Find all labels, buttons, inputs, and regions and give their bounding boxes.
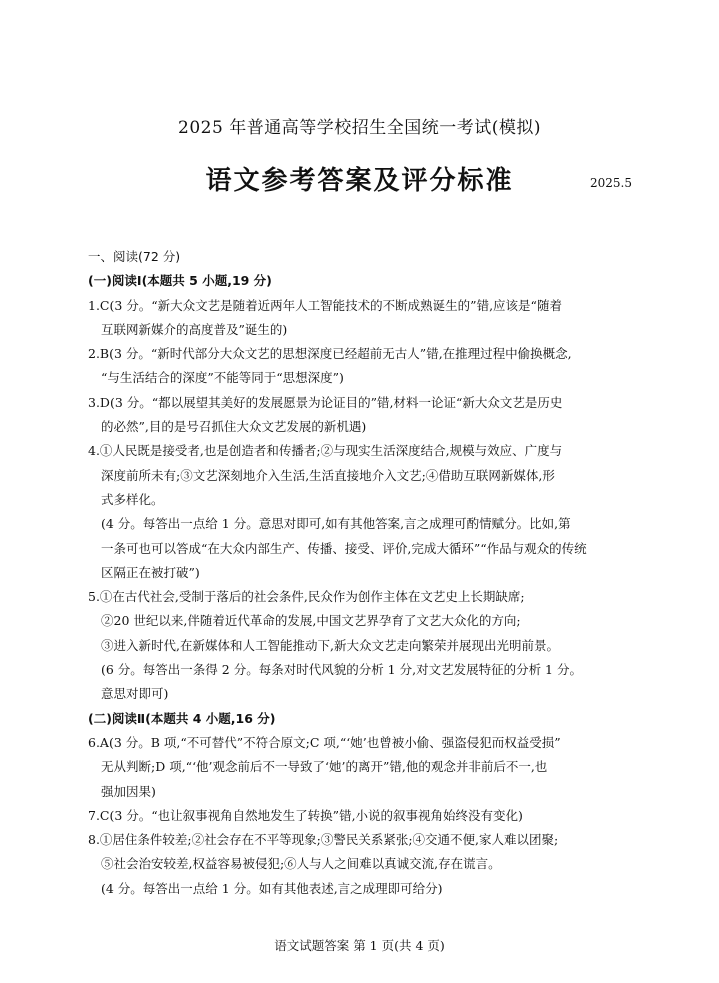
answer-line: 7.C(3 分。“也让叙事视角自然地发生了转换”错,小说的叙事视角始终没有变化)	[88, 807, 523, 823]
scoring-note: (6 分。每答出一条得 2 分。每条对时代风貌的分析 1 分,对文艺发展特征的分析 1 分。	[101, 662, 582, 678]
scoring-note: 意思对即可)	[101, 686, 169, 702]
answer-line: 互联网新媒介的高度普及”诞生的)	[101, 321, 288, 337]
scoring-note: 区隔正在被打破”)	[101, 564, 200, 580]
answer-line: 1.C(3 分。“新大众文艺是随着近两年人工智能技术的不断成熟诞生的”错,应该是“随着	[88, 297, 562, 313]
scoring-note: 一条可也可以答成“在大众内部生产、传播、接受、评价,完成大循环”“作品与观众的传统	[101, 540, 587, 556]
answer-line: 强加因果)	[101, 783, 156, 799]
answer-line: 4.①人民既是接受者,也是创造者和传播者;②与现实生活深度结合,规模与效应、广度与	[88, 443, 563, 459]
answer-line: ⑤社会治安较差,权益容易被侵犯;⑥人与人之间难以真诚交流,存在谎言。	[101, 856, 501, 872]
answer-line: 的必然”,目的是号召抓住大众文艺发展的新机遇)	[101, 419, 367, 435]
answer-line: 2.B(3 分。“新时代部分大众文艺的思想深度已经超前无古人”错,在推理过程中偷换概念,	[88, 346, 572, 362]
answer-line: 8.①居住条件较差;②社会存在不平等现象;③警民关系紧张;④交通不便,家人难以团聚;	[88, 832, 559, 848]
part2-title: (二)阅读Ⅱ(本题共 4 小题,16 分)	[88, 710, 276, 726]
document-date: 2025.5	[590, 176, 632, 190]
answer-line: 式多样化。	[101, 491, 164, 507]
answer-line: 3.D(3 分。“都以展望其美好的发展愿景为论证目的”错,材料一论证“新大众文艺是历史	[88, 394, 563, 410]
answer-line: 5.①在古代社会,受制于落后的社会条件,民众作为创作主体在文艺史上长期缺席;	[88, 589, 525, 605]
answer-line: “与生活结合的深度”不能等同于“思想深度”)	[101, 370, 344, 386]
answer-line: ③进入新时代,在新媒体和人工智能推动下,新大众文艺走向繁荣并展现出光明前景。	[101, 637, 559, 653]
exam-title: 2025 年普通高等学校招生全国统一考试(模拟)	[178, 118, 541, 138]
scoring-note: (4 分。每答出一点给 1 分。意思对即可,如有其他答案,言之成理可酌情赋分。比如,第	[101, 516, 571, 532]
document-title: 语文参考答案及评分标准	[205, 166, 514, 196]
answer-content	[88, 245, 638, 901]
answer-line: 6.A(3 分。B 项,“不可替代”不符合原文;C 项,“‘她’也曾被小偷、强盗侵犯而权益受损”	[88, 734, 561, 750]
page-footer: 语文试题答案 第 1 页(共 4 页)	[274, 938, 445, 953]
scoring-note: (4 分。每答出一点给 1 分。如有其他表述,言之成理即可给分)	[101, 880, 443, 896]
part1-title: (一)阅读Ⅰ(本题共 5 小题,19 分)	[88, 273, 272, 289]
answer-line: 深度前所未有;③文艺深刻地介入生活,生活直接地介入文艺;④借助互联网新媒体,形	[101, 467, 555, 483]
section-title: 一、阅读(72 分)	[88, 249, 181, 264]
answer-line: ②20 世纪以来,伴随着近代革命的发展,中国文艺界孕育了文艺大众化的方向;	[101, 613, 521, 629]
answer-line: 无从判断;D 项,“‘他’观念前后不一导致了‘她’的离开”错,他的观念并非前后不一,也	[101, 759, 548, 775]
